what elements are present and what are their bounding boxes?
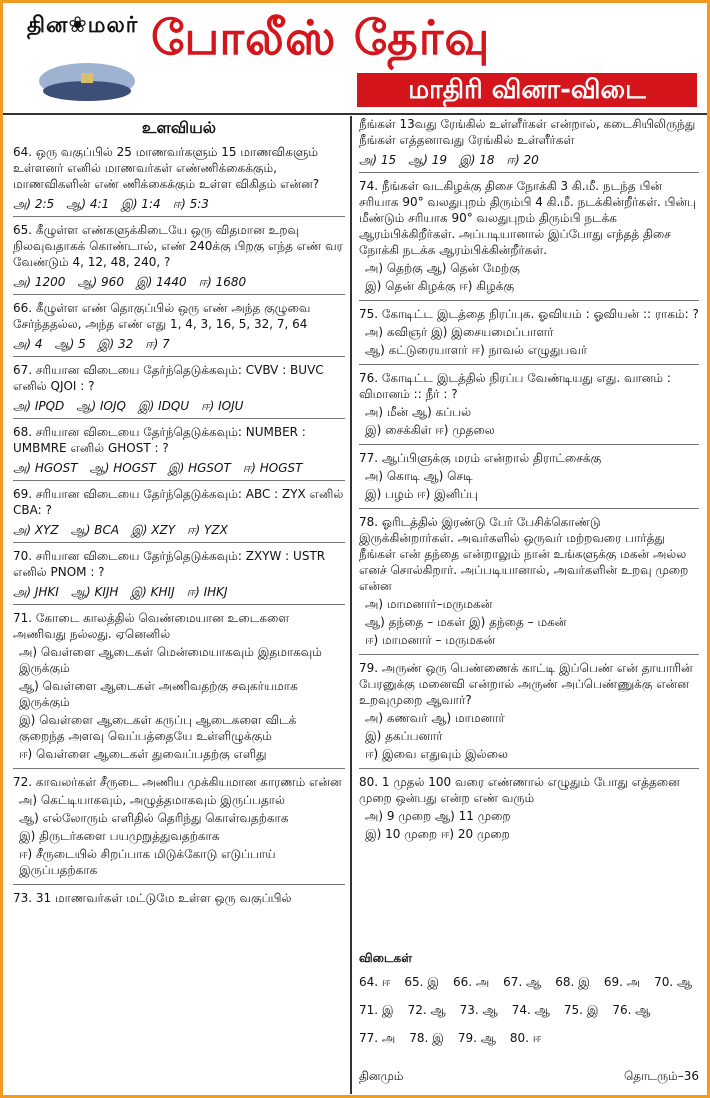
option: இ) 18 (459, 153, 495, 167)
option-list (13, 336, 345, 352)
option: ஆ) 19 (408, 153, 448, 167)
question-text: 74. நீங்கள் வடகிழக்கு திசை நோக்கி 3 கி.மீ. நடந்த பின் சரியாக 90° வலதுபுறம் திரும்பி 4 கி.மீ. நடக்கின்றீர்கள். பின்பு மீண்டும் சரியாக 90° வலதுபுறம் திரும்பி நடக்க ஆரம்பிக்கிறீர்கள். அப்படியானால் இப்போது எந்தத் திசை நோக்கி நடக்க ஆரம்பிக்கின்றீர்கள். (359, 179, 697, 257)
option-row: ஈ) மாமனார் – மருமகன் (365, 633, 496, 647)
question-item (13, 548, 345, 605)
logo (15, 9, 143, 109)
option: இ) HGSOT (167, 461, 231, 475)
question-text: 76. கோடிட்ட இடத்தில் நிரப்ப வேண்டியது எது. வானம் : விமானம் :: நீர் : ? (359, 371, 671, 401)
option-row: அ) கெட்டியாகவும், அழுத்தமாகவும் இருப்பதால் (19, 793, 285, 807)
option-row: ஆ) எல்லோரும் எளிதில் தெரிந்து கொள்வதற்காக (19, 811, 289, 825)
answer-item: 80. ஈ (509, 1031, 542, 1045)
option: ஆ) 5 (54, 337, 86, 351)
answer-item: 67. ஆ (503, 975, 542, 989)
option-row: அ) மீன் ஆ) கப்பல் (365, 405, 472, 419)
right-column (359, 116, 699, 853)
option: அ) XYZ (13, 523, 59, 537)
option-row: இ) தென் கிழக்கு ஈ) கிழக்கு (365, 279, 515, 293)
option: ஈ) 7 (145, 337, 170, 351)
option-row: அ) தெற்கு ஆ) தென் மேற்கு (365, 261, 520, 275)
question-text: 65. கீழுள்ள எண்களுக்கிடையே ஒரு விதமான உறவு நிலவுவதாகக் கொண்டால், எண் 240க்கு பிறகு எந்த எண் வர வேண்டும் 4, 12, 48, 240, ? (13, 223, 343, 269)
question-item (13, 774, 345, 885)
option: அ) 4 (13, 337, 43, 351)
answer-item: 79. ஆ (457, 1031, 496, 1045)
answer-item: 64. ஈ (359, 975, 391, 989)
option: ஆ) HOGST (89, 461, 156, 475)
question-item (13, 300, 345, 357)
answers-title: விடைகள் (359, 951, 413, 965)
option-row: இ) தகப்பனார் (365, 729, 443, 743)
option: ஆ) 960 (77, 275, 124, 289)
option-row: அ) கணவர் ஆ) மாமனார் (365, 711, 505, 725)
answer-item: 71. இ (359, 1003, 394, 1017)
answer-item: 75. இ (563, 1003, 599, 1017)
option-row: ஆ) தந்தை – மகள் இ) தந்தை – மகன் (365, 615, 567, 629)
question-text: 78. ஓரிடத்தில் இரண்டு பேர் பேசிக்கொண்டு இருக்கின்றார்கள். அவர்களில் ஒருவர் மற்றவரை பார்த்து நீங்கள் என் தந்தை என்றாலும் நான் உங்களுக்கு மகன் அல்ல எனச் சொல்கிறார். அப்படியானால், அவர்களின் உறவு முறை என்ன (359, 515, 689, 593)
question-text: 68. சரியான விடையை தேர்ந்தெடுக்கவும்: NUMBER : UMBMRE எனில் GHOST : ? (13, 425, 306, 455)
question-text: 72. காவலர்கள் சீருடை அணிய முக்கியமான காரணம் என்ன (13, 775, 342, 789)
option-list (13, 522, 345, 538)
question-item (359, 178, 699, 301)
question-item (359, 774, 699, 848)
question-text: 80. 1 முதல் 100 வரை எண்ணால் எழுதும் போது எத்தனை முறை ஒன்பது என்ற எண் வரும் (359, 775, 680, 805)
question-text: 66. கீழுள்ள எண் தொகுப்பில் ஒரு எண் அந்த குழுவை சேர்ந்ததல்ல, அந்த எண் எது 1, 4, 3, 16, 5, 32, 7, 64 (13, 301, 311, 331)
question-item (359, 450, 699, 509)
option: இ) 1:4 (121, 197, 161, 211)
option-list (13, 584, 345, 600)
footer (359, 1069, 699, 1085)
section-title: உளவியல் (141, 118, 217, 137)
question-item (13, 424, 345, 481)
question-text: 67. சரியான விடையை தேர்ந்தெடுக்கவும்: CVBV : BUVC எனில் QJOI : ? (13, 363, 324, 393)
option: அ) 2:5 (13, 197, 55, 211)
answer-item: 73. ஆ (459, 1003, 498, 1017)
question-item (359, 370, 699, 445)
footer-left: தினமும் (359, 1069, 404, 1083)
brand-name: தின❀மலர் (27, 13, 139, 38)
question-item (359, 660, 699, 769)
option: அ) HGOST (13, 461, 78, 475)
option: இ) KHIJ (130, 585, 175, 599)
answer-item: 76. ஆ (612, 1003, 651, 1017)
column-divider (350, 116, 352, 1094)
option: ஈ) HOGST (242, 461, 303, 475)
question-item (13, 362, 345, 419)
question-text: 71. கோடை காலத்தில் வெண்மையான உடைகளை அணிவது நல்லது. ஏனெனில் (13, 611, 290, 641)
question-text: 64. ஒரு வகுப்பில் 25 மாணவர்களும் 15 மாணவிகளும் உள்ளனர் எனில் மாணவர்கள் எண்ணிக்கைக்கும், மாணவிகளின் எண் ணிக்கைக்கும் உள்ள விகிதம் என்ன? (13, 145, 320, 191)
option: அ) JHKI (13, 585, 59, 599)
option: ஆ) KIJH (70, 585, 119, 599)
question-text: நீங்கள் 13வது ரேங்கில் உள்ளீர்கள் என்றால், கடைசியிலிருந்து நீங்கள் எத்தனாவது ரேங்கில் உள்ளீர்கள் (359, 117, 696, 147)
answer-item: 77. அ (359, 1031, 396, 1045)
option: இ) IDQU (137, 399, 190, 413)
option-list (13, 460, 345, 476)
option-row: ஆ) வெள்ளை ஆடைகள் அணிவதற்கு சவுகர்யமாக இருக்கும் (19, 679, 298, 709)
option: ஈ) IOJU (201, 399, 244, 413)
option-list (13, 196, 345, 212)
option: இ) XZY (131, 523, 176, 537)
option: இ) 1440 (135, 275, 187, 289)
option-row: இ) சைக்கிள் ஈ) முதலை (365, 423, 495, 437)
answer-item: 74. ஆ (511, 1003, 550, 1017)
option: ஈ) 20 (506, 153, 539, 167)
question-item (13, 890, 345, 910)
option-row: அ) கொடி ஆ) செடி (365, 469, 473, 483)
question-item (13, 486, 345, 543)
header (3, 3, 707, 115)
option: ஈ) IHKJ (186, 585, 228, 599)
option: அ) 15 (359, 153, 397, 167)
option-list (13, 398, 345, 414)
option: இ) 32 (97, 337, 134, 351)
option-row: ஈ) இவை எதுவும் இல்லை (365, 747, 508, 761)
option-row: அ) 9 முறை ஆ) 11 முறை (365, 809, 511, 823)
answer-item: 65. இ (404, 975, 439, 989)
option-row: ஈ) வெள்ளை ஆடைகள் துவைப்பதற்கு எளிது (19, 747, 267, 761)
question-text: 73. 31 மாணவர்கள் மட்டுமே உள்ள ஒரு வகுப்பில் (13, 891, 292, 905)
option: அ) 1200 (13, 275, 66, 289)
left-column (13, 116, 345, 915)
page-subtitle: மாதிரி வினா-விடை (357, 73, 697, 107)
answer-item: 72. ஆ (407, 1003, 446, 1017)
option: ஆ) IOJQ (76, 399, 126, 413)
option-row: இ) திருடர்களை பயமுறுத்துவதற்காக (19, 829, 220, 843)
option-row: அ) மாமனார்–மருமகன் (365, 597, 493, 611)
answer-item: 68. இ (555, 975, 590, 989)
option-row: இ) 10 முறை ஈ) 20 முறை (365, 827, 510, 841)
option: ஆ) BCA (70, 523, 120, 537)
option: ஈ) 5:3 (172, 197, 209, 211)
question-text: 69. சரியான விடையை தேர்ந்தெடுக்கவும்: ABC : ZYX எனில் CBA: ? (13, 487, 344, 517)
answer-item: 69. அ (603, 975, 641, 989)
option-row: அ) வெள்ளை ஆடைகள் மென்மையாகவும் இதமாகவும் இருக்கும் (19, 645, 322, 675)
question-item (359, 306, 699, 365)
option: ஆ) 4:1 (66, 197, 110, 211)
question-item (359, 514, 699, 655)
option-row: ஆ) கட்டுரையாளர் ஈ) நாவல் எழுதுபவர் (365, 343, 588, 357)
option-list (13, 274, 345, 290)
option-row: இ) பழம் ஈ) இனிப்பு (365, 487, 479, 501)
question-item (359, 116, 699, 173)
answers-box (359, 949, 699, 1047)
question-item (13, 144, 345, 217)
footer-right: தொடரும்–36 (623, 1069, 699, 1083)
option-row: ஈ) சீருடையில் சிறப்பாக மிடுக்கோடு எடுப்பாய் இருப்பதற்காக (19, 847, 276, 877)
police-cap-icon (37, 57, 137, 105)
option: அ) IPQD (13, 399, 65, 413)
page-title: போலீஸ் தேர்வு (151, 11, 491, 66)
option: ஈ) 1680 (198, 275, 247, 289)
option-row: இ) வெள்ளை ஆடைகள் கருப்பு ஆடைகளை விடக் குறைந்த அளவு வெப்பத்தையே உள்ளிழுக்கும் (19, 713, 297, 743)
option-row: அ) கவிஞர் இ) இசையமைப்பாளர் (365, 325, 554, 339)
answer-item: 70. ஆ (654, 975, 693, 989)
answer-item: 66. அ (452, 975, 490, 989)
option: ஈ) YZX (187, 523, 228, 537)
question-text: 79. அருண் ஒரு பெண்ணைக் காட்டி இப்பெண் என் தாயாரின் பேரனுக்கு மனைவி என்றால் அருண் அப்பெண்ணுக்கு என்ன உறவுமுறை ஆவார்? (359, 661, 693, 707)
question-text: 77. ஆப்பிளுக்கு மரம் என்றால் திராட்சைக்கு (359, 451, 602, 465)
option-list (359, 152, 699, 168)
question-item (13, 222, 345, 295)
question-text: 75. கோடிட்ட இடத்தை நிரப்புக. ஓவியம் : ஓவியன் :: ராகம்: ? (359, 307, 699, 321)
question-item (13, 610, 345, 769)
answer-item: 78. இ (409, 1031, 444, 1045)
question-text: 70. சரியான விடையை தேர்ந்தெடுக்கவும்: ZXYW : USTR எனில் PNOM : ? (13, 549, 326, 579)
